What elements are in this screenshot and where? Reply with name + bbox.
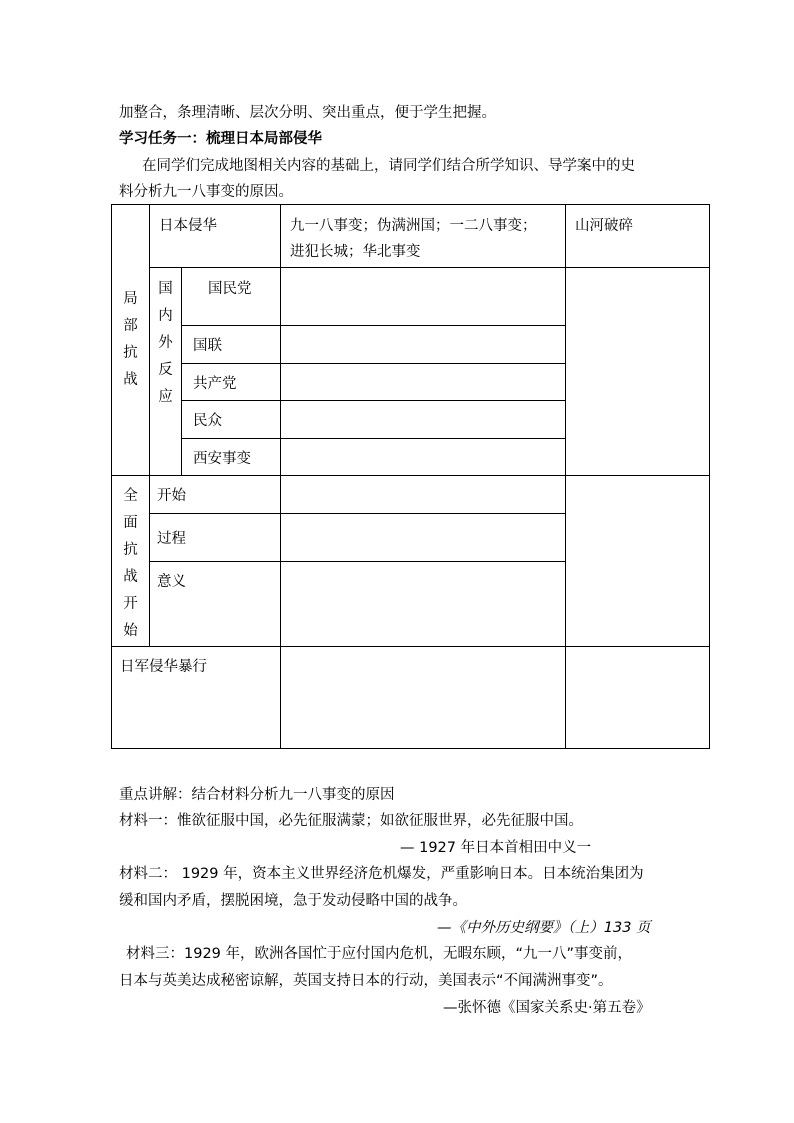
- section-local-resistance: [112, 205, 150, 476]
- ccp-label: 共产党: [193, 375, 237, 392]
- ccp-answer-cell: [281, 364, 566, 401]
- japan-invasion-label: 日本侵华: [159, 218, 217, 234]
- invasion-events-line-2: 进犯长城；华北事变: [290, 244, 421, 260]
- material-2-line-1: 材料二： 1929 年，资本主义世界经济危机爆发，严重影响日本。日本统治集团为: [119, 866, 644, 882]
- section-local-label: 局部抗战: [123, 291, 138, 388]
- local-resistance-blank-cell: [566, 268, 710, 476]
- xian-incident-label-cell: [182, 439, 281, 476]
- kmt-label: 国民党: [208, 281, 252, 297]
- start-answer-cell: [281, 476, 566, 514]
- invasion-events-cell: [281, 205, 566, 268]
- league-label: 国联: [193, 338, 222, 354]
- league-answer-cell: [281, 326, 566, 364]
- material-3-source: —张怀德《国家关系史·第五卷》: [443, 1000, 651, 1016]
- material-3-line-2: 日本与英美达成秘密谅解，英国支持日本的行动，美国表示“不闻满洲事变”。: [119, 973, 613, 989]
- reactions-group-label: 国内外反应: [158, 281, 173, 405]
- mountains-broken-label: 山河破碎: [575, 218, 633, 234]
- material-2-line-2: 缓和国内矛盾，摆脱困境，急于发动侵略中国的战争。: [119, 893, 467, 909]
- start-label: 开始: [157, 488, 186, 504]
- section-full-label: 全面抗战开始: [123, 488, 138, 639]
- masses-answer-cell: [281, 401, 566, 439]
- full-war-blank-cell: [566, 476, 710, 647]
- intro-paragraph-line-1: 在同学们完成地图相关内容的基础上，请同学们结合所学知识、导学案中的史: [142, 158, 635, 174]
- mountains-broken-cell: [566, 205, 710, 268]
- japan-invasion-label-cell: [150, 205, 281, 268]
- material-2-source: —《中外历史纲要》（上）133 页: [437, 920, 651, 936]
- significance-label-cell: [150, 562, 281, 647]
- reactions-group-cell: [150, 268, 182, 476]
- masses-label-cell: [182, 401, 281, 439]
- xian-incident-label: 西安事变: [193, 450, 251, 467]
- intro-text-line: 加整合，条理清晰、层次分明、突出重点，便于学生把握。: [119, 105, 496, 121]
- focus-heading: 重点讲解：结合材料分析九一八事变的原因: [119, 787, 395, 803]
- league-label-cell: [182, 326, 281, 364]
- process-answer-cell: [281, 514, 566, 562]
- significance-label: 意义: [157, 574, 186, 590]
- task-title: 学习任务一：梳理日本局部侵华: [119, 131, 322, 147]
- masses-label: 民众: [193, 413, 222, 429]
- invasion-events-line-1: 九一八事变；伪满洲国；一二八事变；: [290, 218, 537, 234]
- ccp-label-cell: [182, 364, 281, 401]
- intro-paragraph-line-2: 料分析九一八事变的原因。: [119, 184, 293, 200]
- process-label-cell: [150, 514, 281, 562]
- material-1: 材料一：惟欲征服中国，必先征服满蒙；如欲征服世界，必先征服中国。: [119, 813, 583, 829]
- worksheet-table: [111, 204, 710, 749]
- atrocities-blank-cell: [566, 647, 710, 749]
- atrocities-label: 日军侵华暴行: [120, 659, 207, 675]
- kmt-label-cell: [182, 268, 281, 326]
- material-3-line-1: 材料三：1929 年，欧洲各国忙于应付国内危机，无暇东顾，“九一八”事变前，: [126, 946, 633, 962]
- material-1-source: — 1927 年日本首相田中义一: [400, 840, 592, 856]
- xian-incident-answer-cell: [281, 439, 566, 476]
- atrocities-answer-cell: [281, 647, 566, 749]
- process-label: 过程: [157, 531, 186, 547]
- kmt-answer-cell: [281, 268, 566, 326]
- atrocities-label-cell: [112, 647, 281, 749]
- section-full-war-start: [112, 476, 150, 647]
- significance-answer-cell: [281, 562, 566, 647]
- start-label-cell: [150, 476, 281, 514]
